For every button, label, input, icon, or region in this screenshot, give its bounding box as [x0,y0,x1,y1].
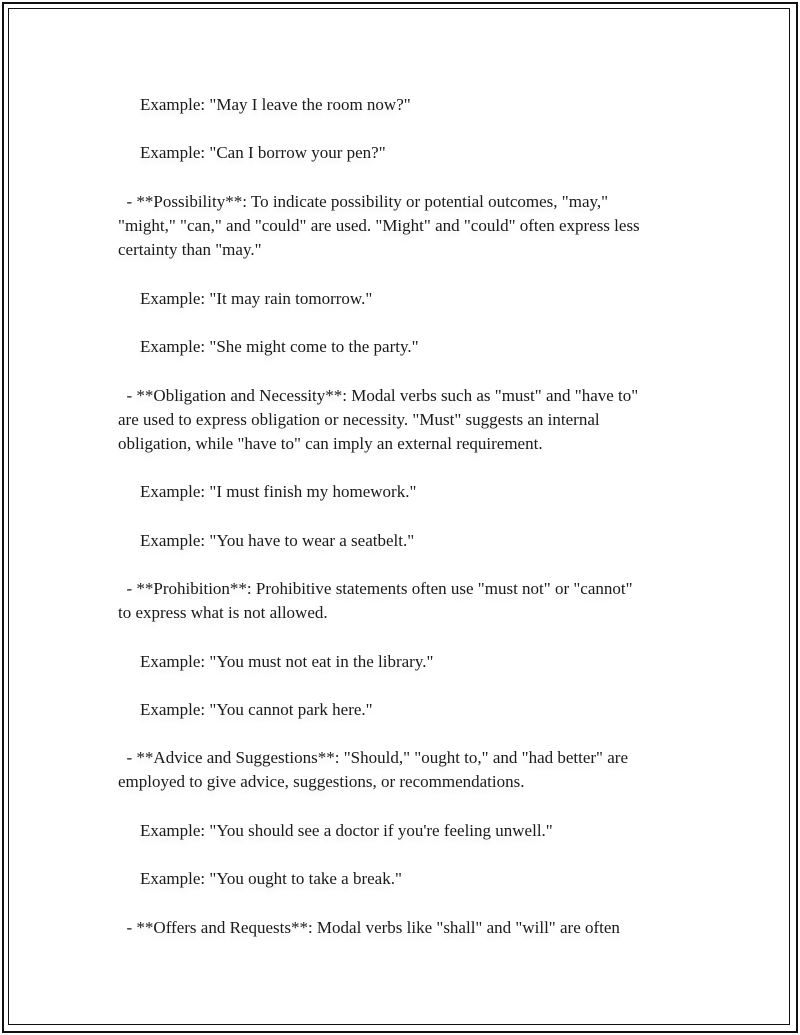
text-line: Example: "You ought to take a break." [140,869,402,888]
text-line: - **Prohibition**: Prohibitive statements often use "must not" or "cannot" [118,579,633,598]
text-line: certainty than "may." [118,240,262,259]
text-line: Example: "It may rain tomorrow." [140,289,373,308]
text-line: Example: "You have to wear a seatbelt." [140,531,415,550]
text-line: Example: "You should see a doctor if you're feeling unwell." [140,821,553,840]
text-line: to express what is not allowed. [118,603,328,622]
text-line: "might," "can," and "could" are used. "Might" and "could" often express less [118,216,640,235]
text-line: - **Obligation and Necessity**: Modal verbs such as "must" and "have to" [118,386,639,405]
text-line: Example: "Can I borrow your pen?" [140,143,386,162]
text-line: - **Advice and Suggestions**: "Should," "ought to," and "had better" are [118,748,628,767]
text-line: are used to express obligation or necessity. "Must" suggests an internal [118,410,600,429]
text-line: - **Offers and Requests**: Modal verbs like "shall" and "will" are often [118,918,620,937]
text-line: - **Possibility**: To indicate possibility or potential outcomes, "may," [118,192,609,211]
text-line: Example: "You cannot park here." [140,700,373,719]
text-line: employed to give advice, suggestions, or recommendations. [118,772,525,791]
text-line: obligation, while "have to" can imply an external requirement. [118,434,543,453]
text-line: Example: "I must finish my homework." [140,482,417,501]
text-line: Example: "She might come to the party." [140,337,419,356]
text-line: Example: "You must not eat in the library." [140,652,434,671]
text-line: Example: "May I leave the room now?" [140,95,411,114]
